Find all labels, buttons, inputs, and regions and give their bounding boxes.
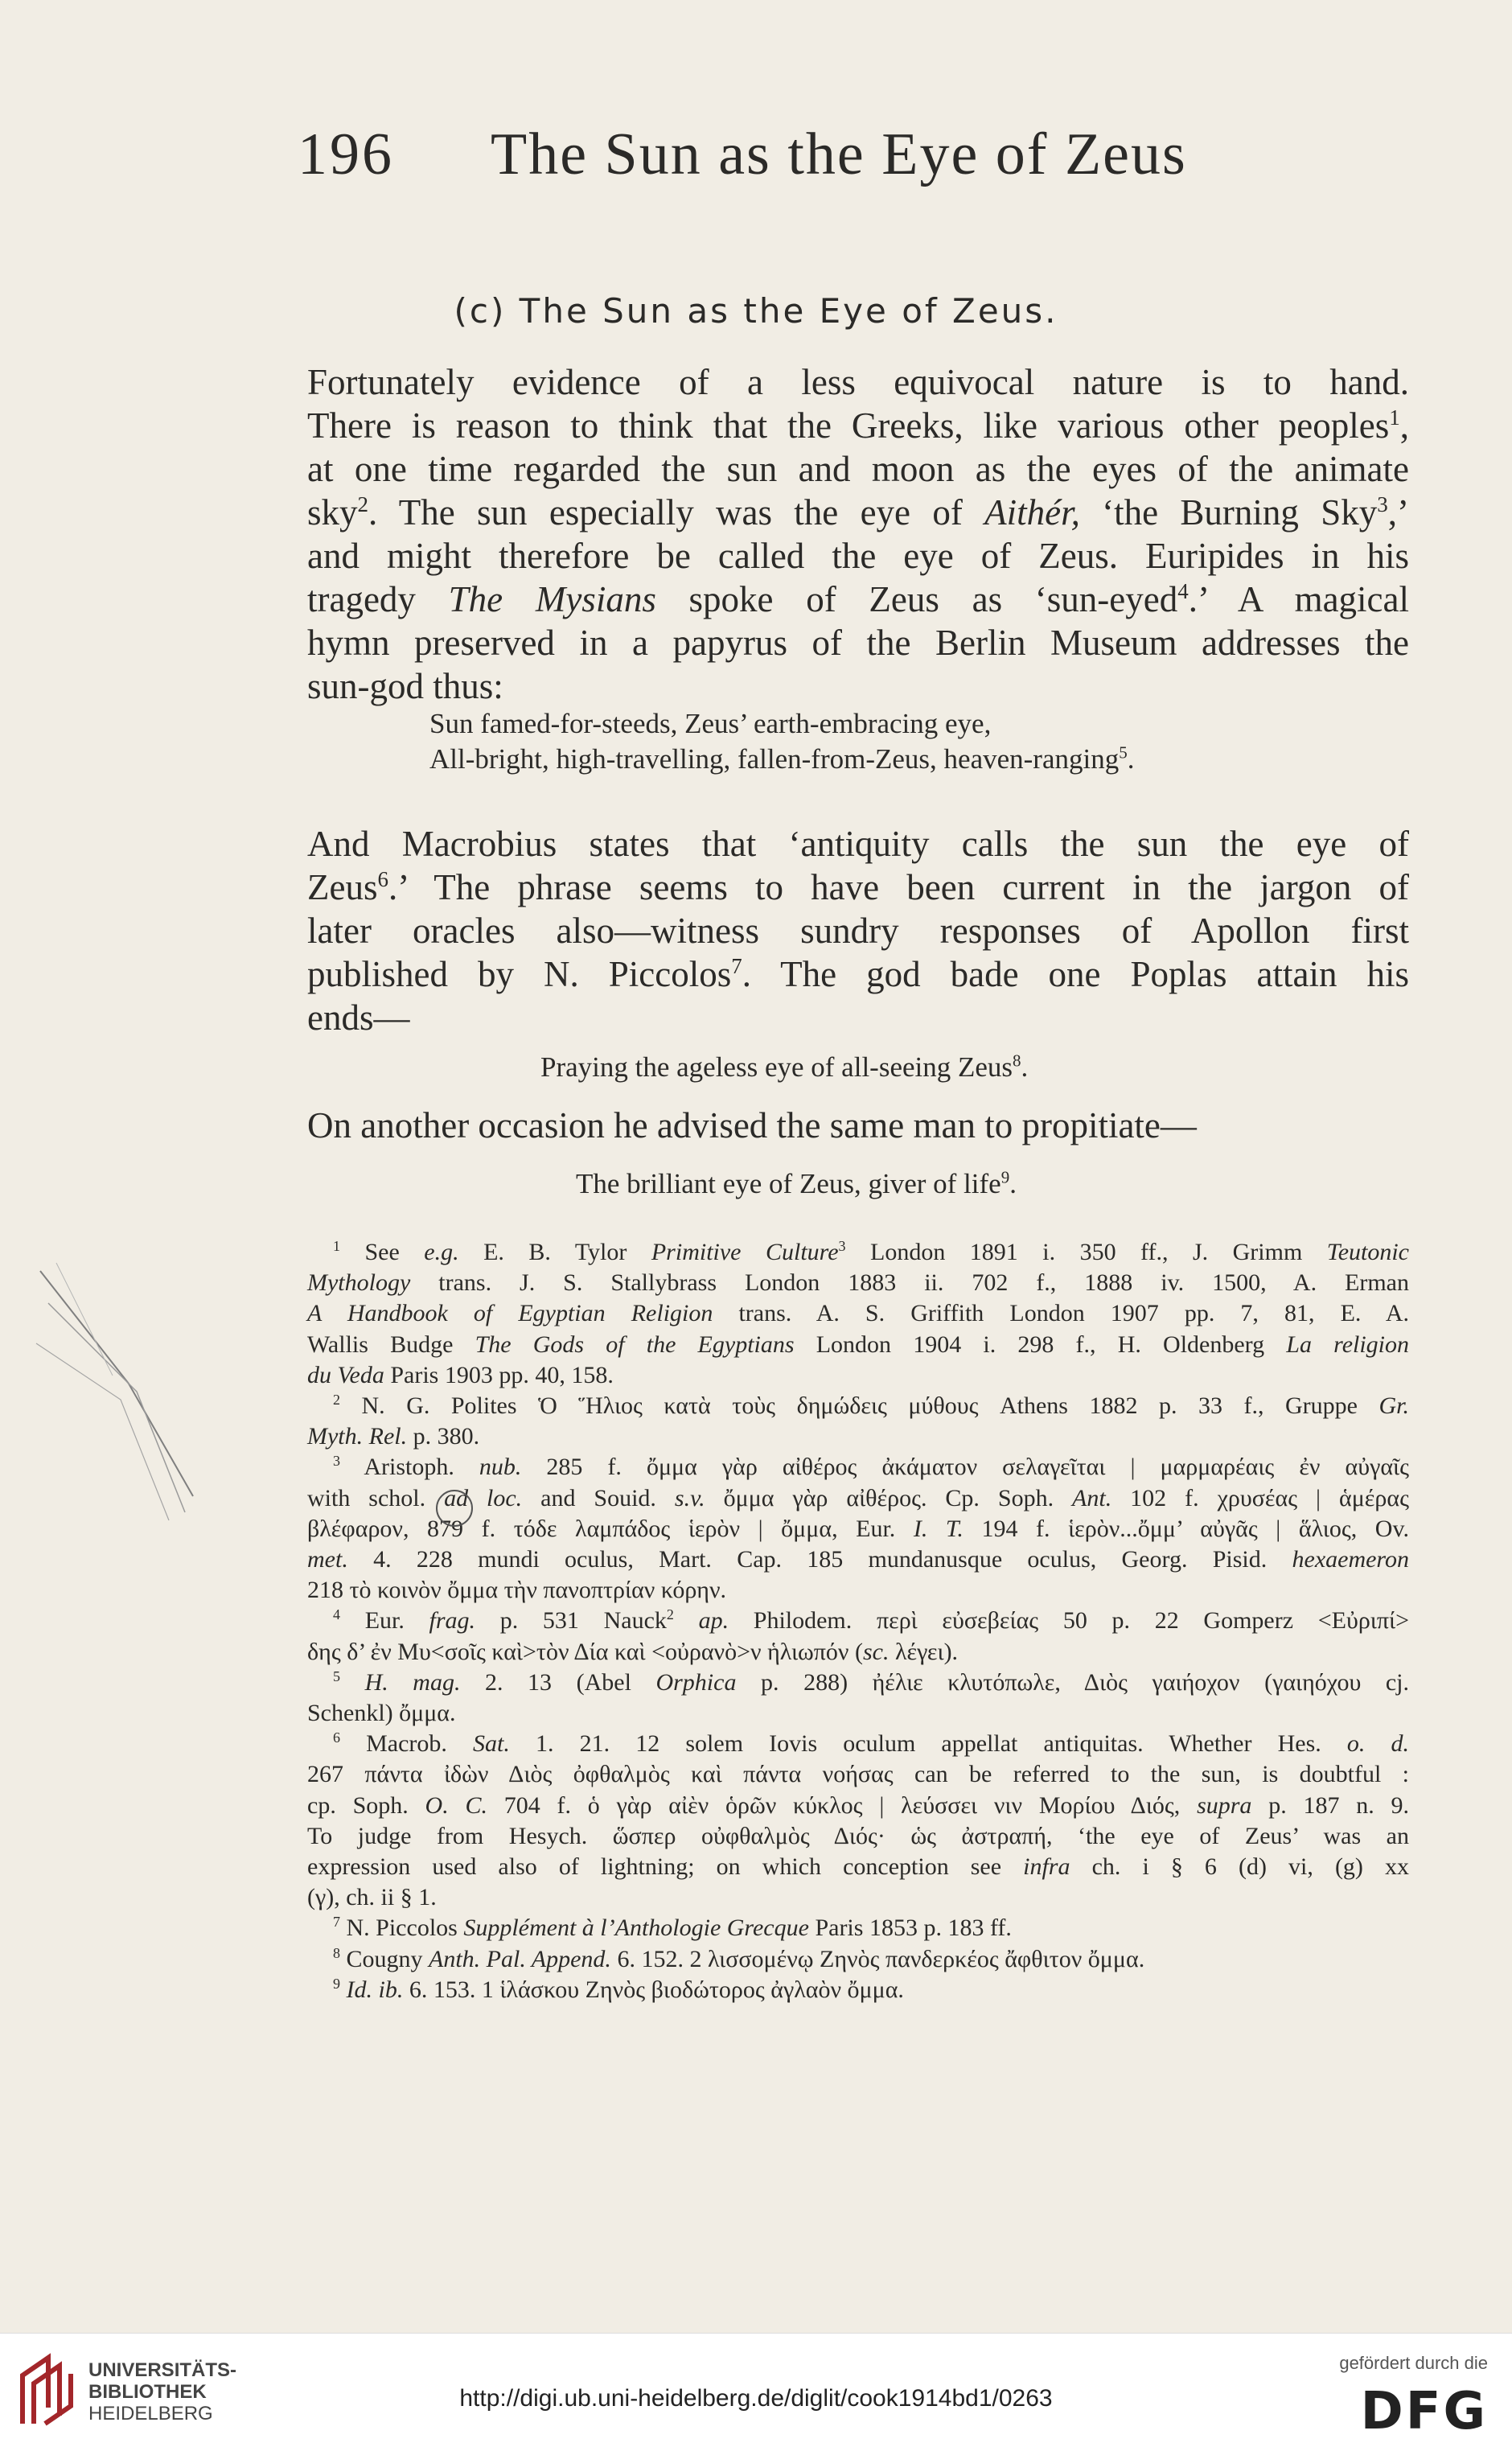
text-line: There is reason to think that the Greeks, like various other peoples$^1$, [307,405,1409,446]
text-line: tragedy The Mysians spoke of Zeus as ‘sun-eyed$^4$.’ A magical [307,579,1409,619]
pencil-circle-mark [436,1490,473,1527]
footnotes [307,1237,1409,2005]
footnote-line: βλέφαρον, 879 f. τόδε λαμπάδος ἱερὸν | ὄμμα, Eur. I. T. 194 f. ἱερὸν...ὄμμ’ αὐγᾶς | ἅλιος, Ov. [307,1515,1410,1542]
footnote-4: $^4$ Eur. frag. p. 531 Nauck$^2$ ap. Philodem. περὶ εὐσεβείας 50 p. 22 Gomperz <Εὐριπί> [333,1606,1409,1635]
verse-line: Praying the ageless eye of all-seeing Zeus$^8$. [540,1051,1029,1083]
footnote-line: A Handbook of Egyptian Religion trans. A. S. Griffith London 1907 pp. 7, 81, E. A. [307,1300,1409,1327]
dfg-logo: DFG [1360,2382,1488,2441]
running-title: The Sun as the Eye of Zeus [491,121,1187,187]
footnote-ref[interactable]: 6 [377,867,388,891]
footnote-6: $^6$ Macrob. Sat. 1. 21. 12 solem Iovis oculum appellat antiquitas. Whether Hes. o. d. [333,1729,1409,1758]
footnote-line: with schol. ad loc. and Souid. s.v. ὄμμα γὰρ αἰθέρος. Cp. Soph. Ant. 102 f. χρυσέας | ἁμέρας [307,1484,1409,1511]
verse-line: Sun famed-for-steeds, Zeus’ earth-embracing eye, [429,708,992,739]
text-line: Fortunately evidence of a less equivocal nature is to hand. [307,362,1409,402]
text-line: and might therefore be called the eye of Zeus. Euripides in his [307,536,1409,576]
footnote-ref[interactable]: 3 [1377,492,1388,516]
permalink-url[interactable]: http://digi.ub.uni-heidelberg.de/diglit/cook1914bd1/0263 [459,2385,1053,2412]
footnote-9: $^9$ Id. ib. 6. 153. 1 ἱλάσκου Ζηνὸς βιοδώτορος ἀγλαὸν ὄμμα. [333,1975,904,2003]
footnote-line: du Veda Paris 1903 pp. 40, 158. [307,1361,614,1388]
verse-quotation-2 [540,1050,1028,1085]
text-line: later oracles also—witness sundry responses of Apollon first [307,911,1409,951]
text-line: And Macrobius states that ‘antiquity calls the sun the eye of [307,824,1409,864]
text-line: On another occasion he advised the same man to propitiate— [307,1105,1197,1145]
margin-sketch-lines [32,1255,209,1536]
footnote-line: (γ), ch. ii § 1. [307,1884,437,1911]
footnote-ref[interactable]: 7 [731,954,742,978]
footnote-line: δης δ’ ἐν Μυ<σοῖς καὶ>τὸν Δία καὶ <οὐρανὸ>ν ἡλιωπόν (sc. λέγει). [307,1638,959,1665]
footnote-ref[interactable]: 5 [1119,742,1128,763]
university-library-name: UNIVERSITÄTS- BIBLIOTHEK HEIDELBERG [88,2359,237,2424]
page-number: 196 [298,121,394,187]
paragraph-2 [307,822,1409,1039]
paragraph-1 [307,360,1409,708]
footnote-3: $^3$ Aristoph. nub. 285 f. ὄμμα γὰρ αἰθέρος ἀκάματον σελαγεῖται | μαρμαρέαις ἐν αὐγαῖς [333,1453,1410,1481]
footnote-ref[interactable]: 1 [1389,405,1400,430]
running-head [298,121,1247,217]
footnote-7: $^7$ N. Piccolos Supplément à l’Anthologie Grecque Paris 1853 p. 183 ff. [333,1914,1012,1942]
footnote-line: met. 4. 228 mundi oculus, Mart. Cap. 185 mundanusque oculus, Georg. Pisid. hexaemeron [307,1546,1409,1573]
footnote-line: Wallis Budge The Gods of the Egyptians London 1904 i. 298 f., H. Oldenberg La religion [307,1330,1410,1358]
verse-line: The brilliant eye of Zeus, giver of life$^9$. [576,1167,1017,1199]
footnote-line: Schenkl) ὄμμα. [307,1700,456,1727]
section-heading: (c) The Sun as the Eye of Zeus. [454,291,1058,331]
footnote-ref[interactable]: 2 [357,492,369,516]
footnote-line: expression used also of lightning; on which conception see infra ch. i § 6 (d) vi, (g) xx [307,1853,1409,1881]
text-line: at one time regarded the sun and moon as the eyes of the animate [307,449,1409,489]
verse-quotation-3 [576,1166,1017,1202]
text-line: Zeus$^6$.’ The phrase seems to have been current in the jargon of [307,867,1409,907]
text-line: published by N. Piccolos$^7$. The god bade one Poplas attain his [307,954,1409,994]
footnote-line: 218 τὸ κοινὸν ὄμμα τὴν πανοπτρίαν κόρην. [307,1577,727,1604]
footnote-line: Mythology trans. J. S. Stallybrass London 1883 ii. 702 f., 1888 iv. 1500, A. Erman [307,1269,1409,1297]
text-line: ends— [307,997,410,1038]
footnote-ref[interactable]: 9 [1000,1167,1010,1187]
text-line: hymn preserved in a papyrus of the Berlin Museum addresses the [307,623,1409,663]
footnote-line: To judge from Hesych. ὥσπερ οὐφθαλμὸς Διός· ὡς ἀστραπή, ‘the eye of Zeus’ was an [307,1822,1409,1849]
text-line: sun-god thus: [307,666,503,706]
footnote-ref[interactable]: 4 [1177,579,1189,603]
footnote-5: $^5$ H. mag. 2. 13 (Abel Orphica p. 288) ἠέλιε κλυτόπωλε, Διὸς γαιήοχον (γαιηόχου cj. [333,1668,1410,1696]
footnote-2: $^2$ N. G. Polites Ὁ Ἥλιος κατὰ τοὺς δημώδεις μύθους Athens 1882 p. 33 f., Gruppe Gr. [333,1392,1410,1420]
paragraph-3 [307,1104,1409,1147]
text-line: sky$^2$. The sun especially was the eye of Aithér, ‘the Burning Sky$^3$,’ [307,492,1409,533]
footnote-1: $^1$ See e.g. E. B. Tylor Primitive Culture$^3$ London 1891 i. 350 ff., J. Grimm Teutonic [333,1238,1409,1265]
funded-by-label: gefördert durch die [1339,2353,1488,2373]
verse-quotation-1 [429,706,1134,777]
verse-line: All-bright, high-travelling, fallen-from-Zeus, heaven-ranging$^5$. [429,742,1135,775]
footnote-line: Myth. Rel. p. 380. [307,1423,480,1450]
footnote-line: 267 πάντα ἰδὼν Διὸς ὀφθαλμὸς καὶ πάντα νοήσας can be referred to the sun, is doubtful : [307,1761,1409,1788]
footnote-ref[interactable]: 8 [1013,1051,1021,1071]
digitization-footer [0,2333,1512,2447]
footnote-line: cp. Soph. O. C. 704 f. ὁ γὰρ αἰὲν ὁρῶν κύκλος | λεύσσει νιν Μορίου Διός, supra p. 187 n. 9. [307,1791,1409,1819]
footnote-8: $^8$ Cougny Anth. Pal. Append. 6. 152. 2 λισσομένῳ Ζηνὸς πανδερκέος ἄφθιτον ὄμμα. [333,1944,1145,1972]
